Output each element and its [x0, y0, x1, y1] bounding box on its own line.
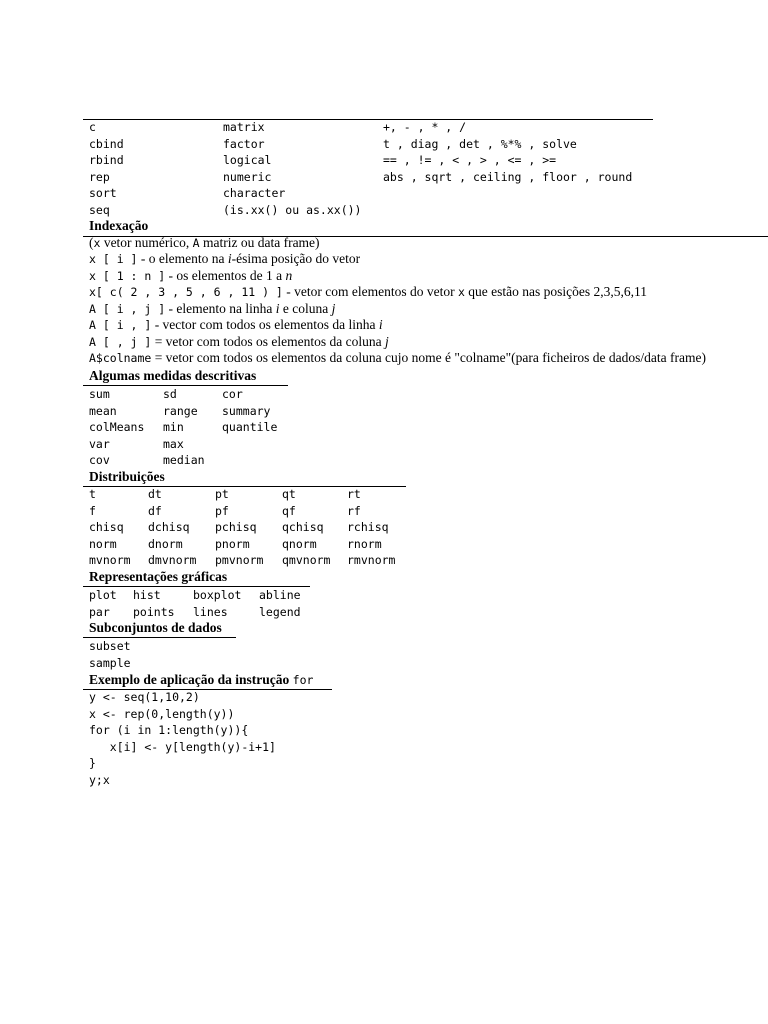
- function-name: pnorm: [215, 536, 250, 551]
- function-name: rbind: [89, 153, 124, 168]
- function-name: rchisq: [347, 520, 389, 535]
- function-name: character: [223, 186, 286, 201]
- text-fragment: (: [89, 235, 94, 250]
- indexacao-line: [89, 268, 292, 284]
- exemplo-title-text: Exemplo de aplicação da instrução: [89, 672, 290, 687]
- function-name: t , diag , det , %*% , solve: [383, 136, 577, 151]
- text-fragment: n: [285, 268, 293, 283]
- function-name: qchisq: [282, 520, 324, 535]
- function-name: subset: [89, 639, 131, 653]
- code-line: for (i in 1:length(y)){: [89, 723, 249, 738]
- function-name: seq: [89, 203, 110, 217]
- function-name: cbind: [89, 136, 124, 151]
- text-fragment: - os elementos de 1 a: [165, 268, 286, 283]
- function-name: qf: [282, 503, 296, 518]
- function-name: pchisq: [215, 520, 257, 535]
- function-name: dt: [148, 487, 162, 501]
- text-fragment: - elemento na linha: [165, 301, 276, 316]
- function-name: chisq: [89, 520, 124, 535]
- code-line: y;x: [89, 773, 110, 787]
- code-fragment: A [ i , j ]: [89, 302, 166, 316]
- text-fragment: e coluna: [279, 301, 332, 316]
- function-name: dchisq: [148, 520, 190, 535]
- function-name: pmvnorm: [215, 553, 264, 568]
- indexacao-line: [89, 334, 389, 350]
- code-fragment: A$colname: [89, 351, 152, 365]
- section-title-indexacao: Indexação: [89, 218, 149, 233]
- indexacao-line: [89, 350, 706, 366]
- function-name: plot: [89, 588, 117, 602]
- function-name: c: [89, 120, 96, 134]
- function-name: factor: [223, 136, 265, 151]
- function-name: range: [163, 403, 198, 418]
- code-fragment: A [ i , ]: [89, 318, 152, 332]
- text-fragment: i: [275, 301, 280, 316]
- code-fragment: A [ , j ]: [89, 335, 152, 349]
- function-name: matrix: [223, 120, 265, 134]
- section-title-distribuicoes: Distribuições: [89, 469, 165, 484]
- function-name: rt: [347, 487, 361, 501]
- function-name: max: [163, 436, 184, 451]
- function-name: norm: [89, 536, 117, 551]
- text-fragment: que estão nas posições 2,3,5,6,11: [464, 284, 647, 299]
- text-fragment: = vetor com todos os elementos da coluna cujo nome é "colname"(para ficheiros de dados/data frame): [151, 350, 706, 365]
- function-name: var: [89, 436, 110, 451]
- function-name: qt: [282, 487, 296, 501]
- function-name: cov: [89, 453, 110, 468]
- code-line: y <- seq(1,10,2): [89, 690, 200, 704]
- text-fragment: vetor numérico,: [100, 235, 193, 250]
- function-name: rep: [89, 169, 110, 184]
- function-name: sort: [89, 186, 117, 201]
- code-line: x <- rep(0,length(y)): [89, 706, 235, 721]
- code-fragment: x [ i ]: [89, 252, 138, 266]
- code-fragment: x [ 1 : n ]: [89, 269, 166, 283]
- function-name: dnorm: [148, 536, 183, 551]
- code-fragment: x: [93, 236, 101, 250]
- function-name: cor: [222, 387, 243, 401]
- function-name: rmvnorm: [347, 553, 396, 568]
- section-rule-medidas: [83, 385, 288, 386]
- indexacao-line: [89, 235, 320, 251]
- function-name: par: [89, 604, 110, 619]
- text-fragment: i: [378, 317, 383, 332]
- function-name: sample: [89, 655, 131, 670]
- function-name: qmvnorm: [282, 553, 331, 568]
- top-rule: [83, 119, 653, 120]
- function-name: boxplot: [193, 588, 242, 602]
- section-title-exemplo: [89, 672, 313, 688]
- function-name: == , != , < , > , <= , >=: [383, 153, 557, 168]
- code-fragment: x[ c( 2 , 3 , 5 , 6 , 11 ) ]: [89, 285, 283, 299]
- function-name: abline: [259, 588, 301, 602]
- function-name: rnorm: [347, 536, 382, 551]
- exemplo-title-code: for: [292, 673, 314, 687]
- indexacao-line: [89, 251, 360, 267]
- text-fragment: - vector com todos os elementos da linha: [151, 317, 379, 332]
- function-name: abs , sqrt , ceiling , floor , round: [383, 169, 633, 184]
- code-fragment: x: [457, 285, 465, 299]
- function-name: min: [163, 420, 184, 435]
- text-fragment: = vetor com todos os elementos da coluna: [151, 334, 385, 349]
- text-fragment: -ésima posição do vetor: [231, 251, 361, 266]
- function-name: mean: [89, 403, 117, 418]
- function-name: rf: [347, 503, 361, 518]
- function-name: qnorm: [282, 536, 317, 551]
- function-name: df: [148, 503, 162, 518]
- section-title-graficos: Representações gráficas: [89, 569, 228, 584]
- function-name: summary: [222, 403, 271, 418]
- indexacao-line: [89, 284, 647, 300]
- section-title-medidas: Algumas medidas descritivas: [89, 368, 257, 383]
- function-name: t: [89, 487, 96, 501]
- function-name: dmvnorm: [148, 553, 197, 568]
- function-name: pf: [215, 503, 229, 518]
- section-title-subconjuntos: Subconjuntos de dados: [89, 620, 222, 635]
- text-fragment: j: [331, 301, 336, 316]
- function-name: mvnorm: [89, 553, 131, 568]
- function-name: points: [133, 604, 175, 619]
- text-fragment: j: [385, 334, 389, 349]
- function-name: legend: [259, 604, 301, 619]
- text-fragment: - o elemento na: [137, 251, 228, 266]
- code-line: x[i] <- y[length(y)-i+1]: [89, 739, 276, 754]
- code-line: }: [89, 756, 96, 771]
- function-name: quantile: [222, 420, 278, 435]
- text-fragment: - vetor com elementos do vetor: [282, 284, 458, 299]
- function-name: sd: [163, 387, 177, 401]
- function-name: median: [163, 453, 205, 468]
- function-name: sum: [89, 387, 110, 401]
- function-name: numeric: [223, 169, 272, 184]
- function-name: colMeans: [89, 420, 145, 435]
- indexacao-line: [89, 301, 335, 317]
- text-fragment: i: [227, 251, 232, 266]
- function-name: logical: [223, 153, 272, 168]
- code-fragment: A: [192, 236, 200, 250]
- function-name: +, - , * , /: [383, 120, 467, 134]
- function-name: f: [89, 503, 96, 518]
- function-name: pt: [215, 487, 229, 501]
- indexacao-line: [89, 317, 383, 333]
- function-name: hist: [133, 588, 161, 602]
- function-name: (is.xx() ou as.xx()): [223, 203, 362, 217]
- function-name: lines: [193, 604, 228, 619]
- text-fragment: matriz ou data frame): [199, 235, 320, 250]
